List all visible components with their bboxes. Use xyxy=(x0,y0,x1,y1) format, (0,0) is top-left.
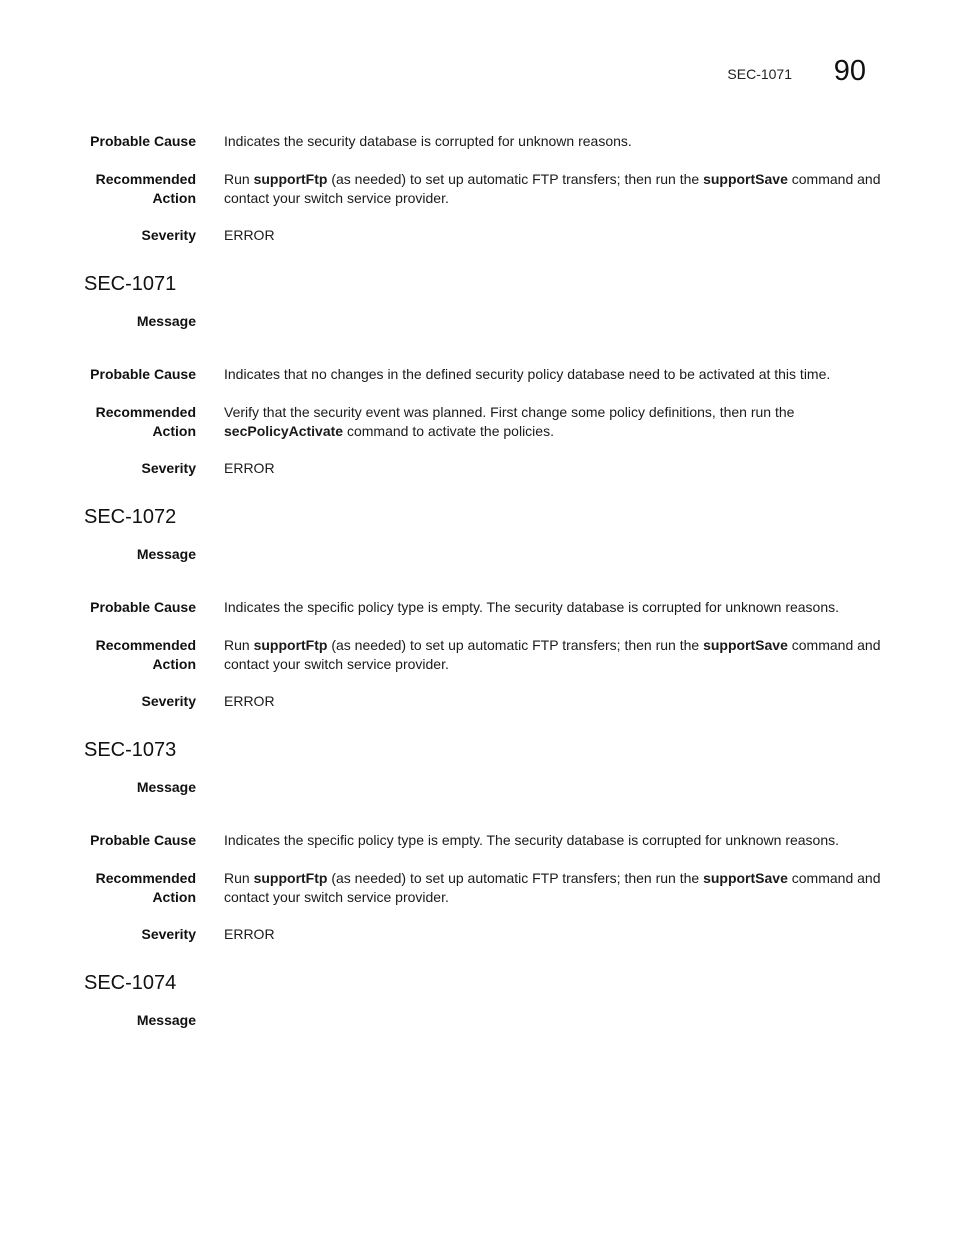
probable-cause-label: Probable Cause xyxy=(90,832,196,848)
severity-row xyxy=(0,692,954,712)
recommended-action-label: Recommended Action xyxy=(95,404,196,439)
running-header xyxy=(0,55,954,95)
section-title: SEC-1074 xyxy=(84,972,177,994)
message-row xyxy=(0,778,954,798)
probable-cause-row xyxy=(0,831,954,851)
recommended-action-text: Run supportFtp (as needed) to set up automatic FTP transfers; then run the supportSave command and contact your switch service provider. xyxy=(224,171,881,206)
recommended-action-row xyxy=(0,170,954,208)
message-row xyxy=(0,312,954,332)
recommended-action-row xyxy=(0,869,954,907)
command-name: secPolicyActivate xyxy=(224,423,344,439)
section-title: SEC-1072 xyxy=(84,506,177,528)
recommended-action-label: Recommended Action xyxy=(95,637,196,672)
section-title: SEC-1071 xyxy=(84,273,177,295)
command-name: supportSave xyxy=(703,870,788,886)
section-title: SEC-1073 xyxy=(84,739,177,761)
severity-label: Severity xyxy=(141,227,196,243)
probable-cause-text: Indicates that no changes in the defined security policy database need to be activated at this time. xyxy=(224,366,831,382)
message-label: Message xyxy=(136,313,196,329)
severity-label: Severity xyxy=(141,693,196,709)
command-name: supportSave xyxy=(703,637,788,653)
recommended-action-row xyxy=(0,636,954,674)
chapter-number: 90 xyxy=(833,55,866,87)
severity-value: ERROR xyxy=(224,693,275,709)
message-label: Message xyxy=(136,1012,196,1028)
probable-cause-row xyxy=(0,598,954,618)
probable-cause-row xyxy=(0,365,954,385)
severity-value: ERROR xyxy=(224,227,275,243)
probable-cause-label: Probable Cause xyxy=(90,366,196,382)
running-header-label: SEC-1071 xyxy=(727,66,792,82)
severity-value: ERROR xyxy=(224,460,275,476)
recommended-action-label: Recommended Action xyxy=(95,870,196,905)
probable-cause-row xyxy=(0,132,954,152)
severity-row xyxy=(0,925,954,945)
severity-label: Severity xyxy=(141,460,196,476)
probable-cause-label: Probable Cause xyxy=(90,599,196,615)
severity-row xyxy=(0,226,954,246)
recommended-action-text: Run supportFtp (as needed) to set up automatic FTP transfers; then run the supportSave command and contact your switch service provider. xyxy=(224,870,881,905)
probable-cause-text: Indicates the specific policy type is empty. The security database is corrupted for unknown reasons. xyxy=(224,599,840,615)
severity-label: Severity xyxy=(141,926,196,942)
command-name: supportFtp xyxy=(253,637,328,653)
probable-cause-text: Indicates the specific policy type is empty. The security database is corrupted for unknown reasons. xyxy=(224,832,840,848)
recommended-action-text: Run supportFtp (as needed) to set up automatic FTP transfers; then run the supportSave command and contact your switch service provider. xyxy=(224,637,881,672)
command-name: supportFtp xyxy=(253,171,328,187)
probable-cause-label: Probable Cause xyxy=(90,133,196,149)
command-name: supportFtp xyxy=(253,870,328,886)
recommended-action-row xyxy=(0,403,954,441)
command-name: supportSave xyxy=(703,171,788,187)
probable-cause-text: Indicates the security database is corrupted for unknown reasons. xyxy=(224,133,632,149)
message-row xyxy=(0,1011,954,1031)
severity-value: ERROR xyxy=(224,926,275,942)
message-row xyxy=(0,545,954,565)
message-label: Message xyxy=(136,779,196,795)
message-label: Message xyxy=(136,546,196,562)
recommended-action-text: Verify that the security event was planned. First change some policy definitions, then run the secPolicyActivate command to activate the policies. xyxy=(224,404,795,439)
recommended-action-label: Recommended Action xyxy=(95,171,196,206)
document-body xyxy=(0,132,954,1031)
severity-row xyxy=(0,459,954,479)
